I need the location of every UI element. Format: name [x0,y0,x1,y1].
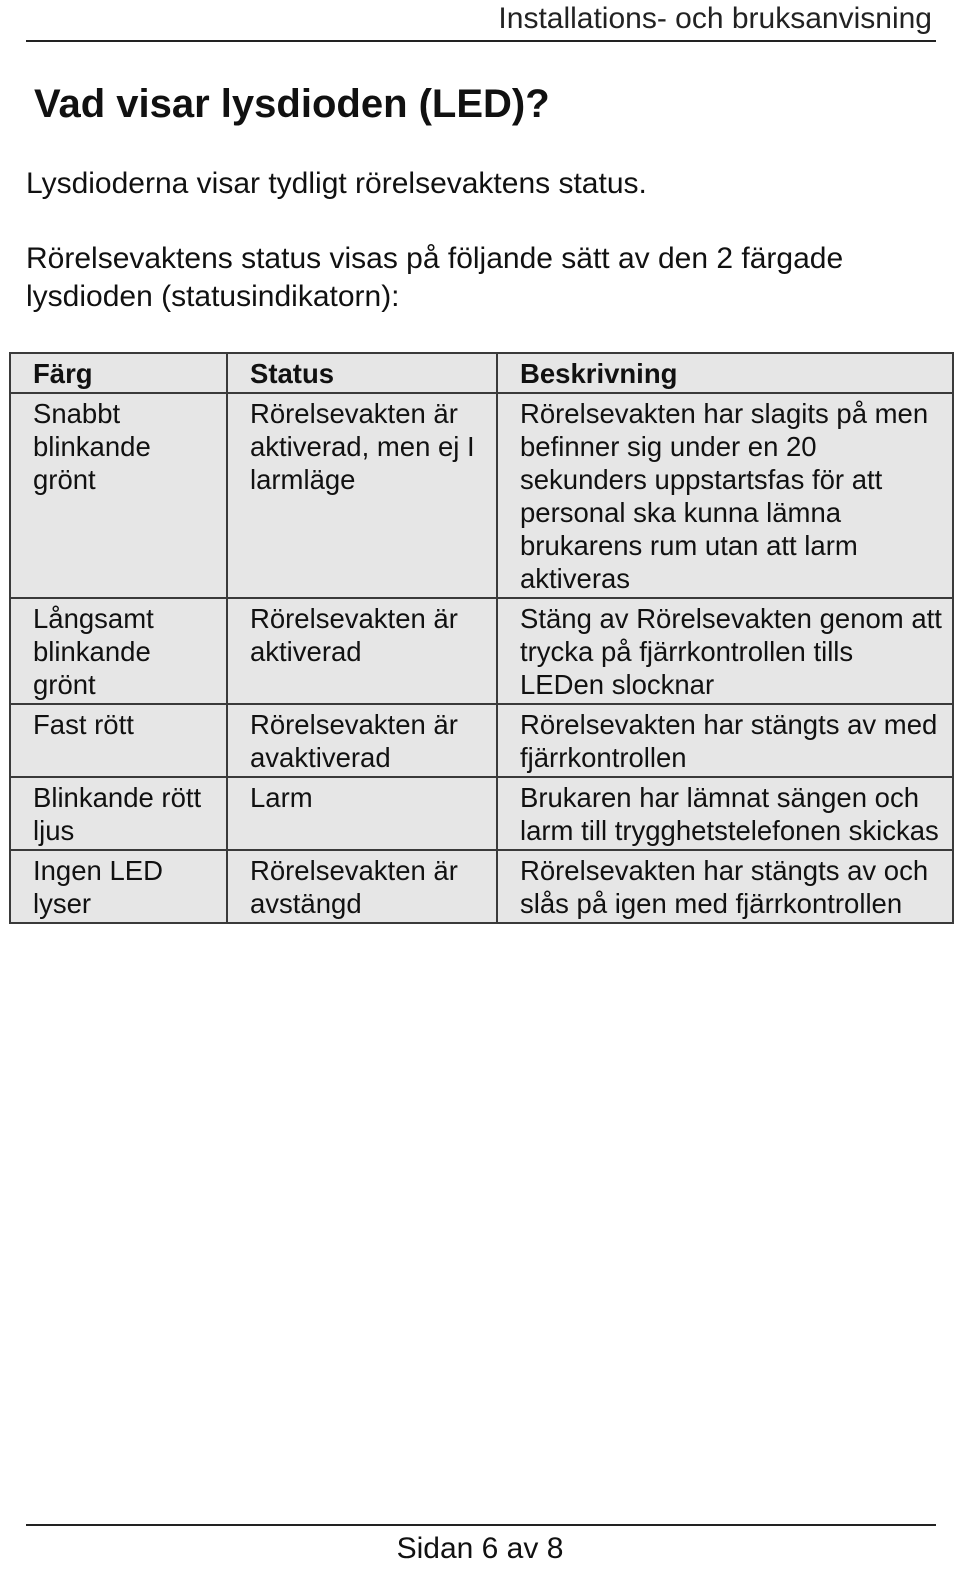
cell-status: Rörelsevakten är aktiverad [227,598,497,704]
column-header-status: Status [227,353,497,393]
status-paragraph: Rörelsevaktens status visas på följande sätt av den 2 färgade lysdioden (statusindikatorn): [26,242,844,313]
intro-paragraph: Lysdioderna visar tydligt rörelsevaktens status. [26,167,647,200]
table-row [10,777,953,850]
cell-color: Blinkande rött ljus [10,777,227,850]
column-header-description: Beskrivning [497,353,953,393]
page-number: Sidan 6 av 8 [396,1532,564,1565]
table-header-row [10,353,953,393]
table-row [10,704,953,777]
cell-description: Rörelsevakten har stängts av med fjärrkontrollen [497,704,953,777]
table-row [10,850,953,923]
cell-color: Fast rött [10,704,227,777]
cell-color: Långsamt blinkande grönt [10,598,227,704]
cell-description: Rörelsevakten har stängts av och slås på igen med fjärrkontrollen [497,850,953,923]
cell-status: Larm [227,777,497,850]
table-row [10,598,953,704]
cell-description: Stäng av Rörelsevakten genom att trycka på fjärrkontrollen tills LEDen slocknar [497,598,953,704]
table-row [10,393,953,598]
column-header-color: Färg [10,353,227,393]
cell-color: Snabbt blinkande grönt [10,393,227,598]
cell-color: Ingen LED lyser [10,850,227,923]
cell-description: Brukaren har lämnat sängen och larm till trygghetstelefonen skickas [497,777,953,850]
running-header: Installations- och bruksanvisning [498,2,932,35]
cell-status: Rörelsevakten är aktiverad, men ej I larmläge [227,393,497,598]
cell-status: Rörelsevakten är avstängd [227,850,497,923]
footer-divider [26,1524,936,1526]
page-title: Vad visar lysdioden (LED)? [34,82,550,126]
led-status-table [9,352,954,924]
cell-status: Rörelsevakten är avaktiverad [227,704,497,777]
cell-description: Rörelsevakten har slagits på men befinner sig under en 20 sekunders uppstartsfas för att personal ska kunna lämna brukarens rum utan att larm aktiveras [497,393,953,598]
header-divider [26,40,936,42]
